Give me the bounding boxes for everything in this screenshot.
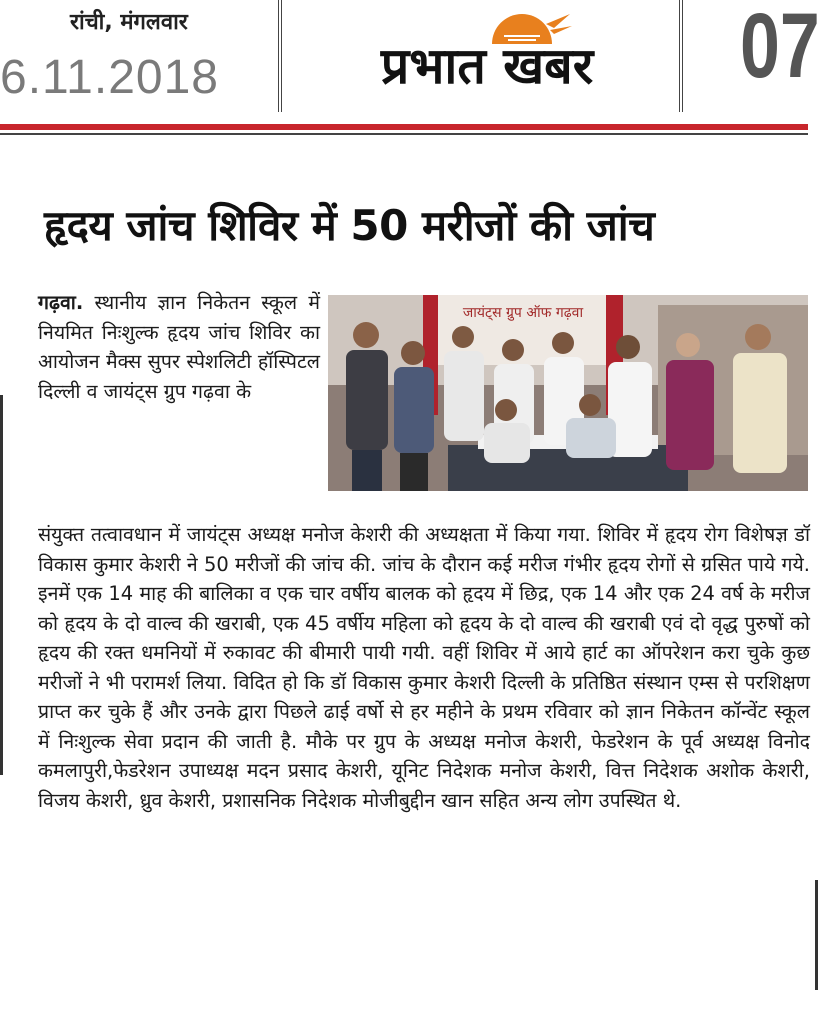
newspaper-logo: [278, 0, 683, 112]
page-number: 07: [740, 0, 820, 97]
article-intro-text: स्थानीय ज्ञान निकेतन स्कूल में नियमित निःशुल्क हृदय जांच शिविर का आयोजन मैक्स सुपर स्पेशलिटी हॉस्पिटल दिल्ली व जायंट्स ग्रुप गढ़वा के: [38, 291, 320, 403]
masthead-date: 6.11.2018: [0, 51, 219, 104]
article-headline: हृदय जांच शिविर में 50 मरीजों की जांच: [44, 201, 655, 250]
masthead-red-rule: [0, 124, 808, 130]
masthead-thin-rule: [0, 133, 808, 135]
column-edge-line: [815, 880, 818, 990]
masthead-city-day: रांची, मंगलवार: [70, 10, 188, 35]
article-body: संयुक्त तत्वावधान में जायंट्स अध्यक्ष मनोज केशरी की अध्यक्षता में किया गया. शिविर में हृदय रोग विशेषज्ञ डॉ विकास कुमार केशरी ने 50 मरीजों की जांच की. जांच के दौरान कई मरीज गंभीर हृदय रोगों से ग्रसित पाये गये. इनमें एक 14 माह की बालिका व एक चार वर्षीय बालक को हृदय में छिद्र, एक 14 और एक 24 वर्ष के मरीज को हृदय के दो वाल्व की खराबी, एक 45 वर्षीय महिला को हृदय के दो वाल्व की खराबी एवं दो वृद्ध पुरुषों को हृदय की रक्त धमनियों में रुकावट की बीमारी पायी गयी. वहीं शिविर में आये हार्ट का ऑपरेशन करा चुके कुछ मरीजों ने भी परामर्श लिया. विदित हो कि डॉ विकास कुमार केशरी दिल्ली के प्रतिष्ठित संस्थान एम्स से परशिक्षण प्राप्त कर चुके हैं और उनके द्वारा पिछले ढाई वर्षो से हर महीने के प्रथम रविवार को ज्ञान निकेतन कॉन्वेंट स्कूल में निःशुल्क सेवा प्रदान की जाती है. मौके पर ग्रुप के अध्यक्ष मनोज केशरी, फेडरेशन के पूर्व अध्यक्ष विनोद कमलापुरी,फेडरेशन उपाध्यक्ष मदन प्रसाद केशरी, यूनिट निदेशक मनोज केशरी, वित्त निदेशक अशोक केशरी, विजय केशरी, ध्रुव केशरी, प्रशासनिक निदेशक मोजीबुद्दीन खान सहित अन्य लोग उपस्थित थे.: [38, 523, 810, 812]
article-intro: [38, 288, 320, 406]
article-photo: [328, 295, 808, 491]
article-dateline: गढ़वा.: [38, 291, 84, 314]
column-edge-line: [0, 395, 3, 775]
newspaper-name: प्रभात खबर: [380, 37, 594, 95]
group-photo-image: [328, 295, 808, 491]
photo-banner-text: जायंट्स ग्रुप ऑफ गढ़वा: [462, 305, 584, 321]
